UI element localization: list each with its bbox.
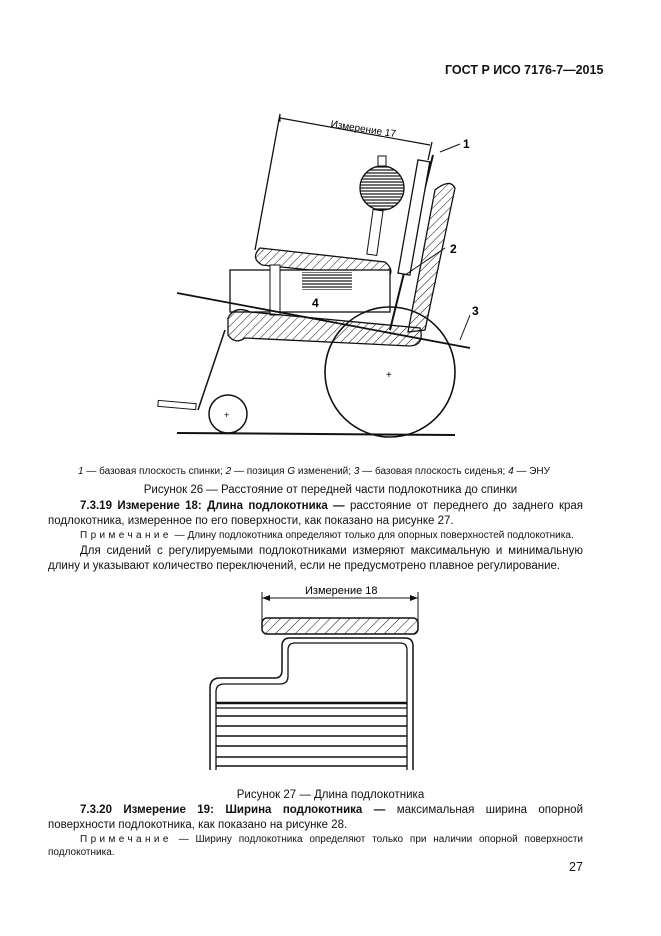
figure-27-caption: Рисунок 27 — Длина подлокотника: [236, 789, 425, 801]
dimension-18-label: Измерение 18: [305, 585, 378, 597]
svg-text:2: 2: [450, 242, 457, 256]
svg-text:+: +: [386, 370, 392, 381]
note-7-3-20: Примечание — Ширину подлокотника определяют только при наличии опорной поверхности подлокотника.: [48, 834, 583, 858]
section-heading: 7.3.20 Измерение 19: Ширина подлокотника —: [80, 804, 386, 816]
svg-text:1: 1: [463, 137, 470, 151]
section-heading: 7.3.19 Измерение 18: Длина подлокотника —: [80, 500, 345, 512]
document-header: ГОСТ Р ИСО 7176-7—2015: [445, 63, 604, 77]
section-7-3-20: 7.3.20 Измерение 19: Ширина подлокотника — максимальная ширина опорной поверхности подлокотника, как показано на рисунке 28.: [48, 804, 583, 831]
svg-text:4: 4: [312, 296, 319, 310]
paragraph-adjustable-armrests: Для сидений с регулируемыми подлокотниками измеряют максимальную и минимальную длину и указывают количество переключений, если не предусмотрено плавное регулирование.: [48, 545, 583, 572]
svg-text:3: 3: [472, 304, 479, 318]
section-7-3-19: 7.3.19 Измерение 18: Длина подлокотника — расстояние от переднего до заднего края подлокотника, измеренное по его поверхности, как показано на рисунке 27.: [48, 500, 583, 527]
figure-27-armrest-diagram: [200, 580, 460, 780]
figure-26-caption: Рисунок 26 — Расстояние от передней части подлокотника до спинки: [143, 484, 518, 496]
note-7-3-19: Примечание — Длину подлокотника определяют только для опорных поверхностей подлокотника.: [80, 530, 574, 541]
svg-text:+: +: [224, 410, 230, 420]
figure-26-wheelchair-diagram: [150, 100, 490, 445]
page-number: 27: [569, 860, 583, 874]
dimension-17-label: Измерение 17: [329, 118, 397, 141]
figure-26-legend: 1 — базовая плоскость спинки; 2 — позиция G изменений; 3 — базовая плоскость сиденья; 4 — ЭНУ: [78, 466, 551, 477]
